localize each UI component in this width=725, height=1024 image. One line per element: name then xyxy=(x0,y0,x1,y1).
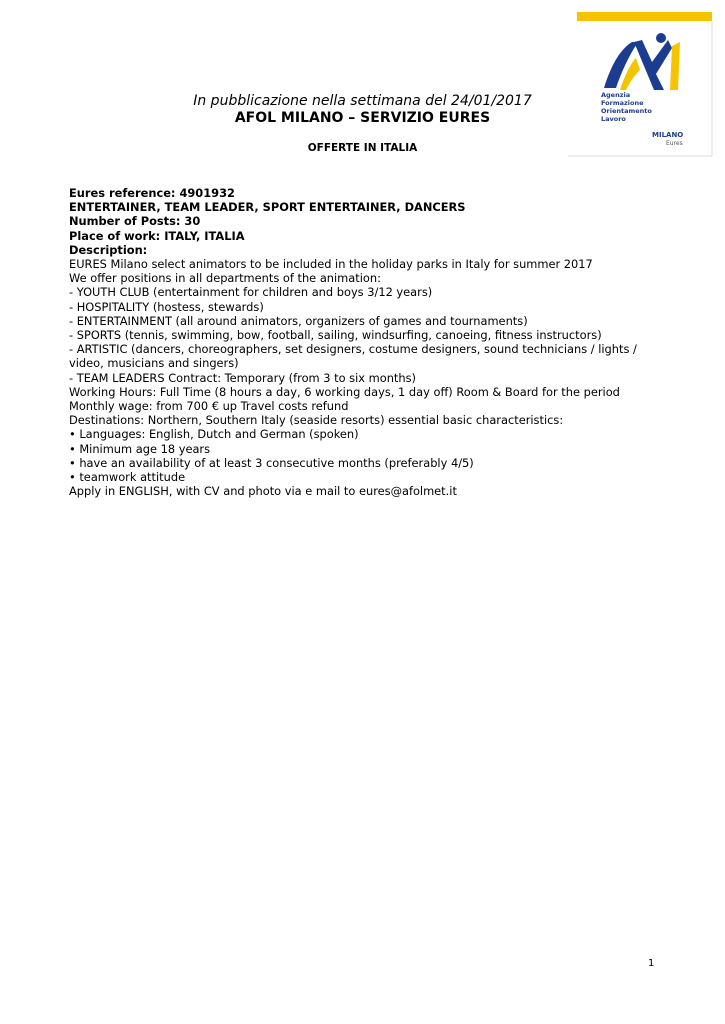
description-line: - ARTISTIC (dancers, choreographers, set designers, costume designers, sound technicians / lights / video, musicians and singers) xyxy=(69,342,637,371)
description-line: We offer positions in all departments of the animation: xyxy=(69,271,381,286)
description-line: - SPORTS (tennis, swimming, bow, football, sailing, windsurfing, canoeing, fitness instructors) xyxy=(69,328,602,343)
description-line: • Minimum age 18 years xyxy=(69,441,211,456)
org-line: AFOL MILANO – SERVIZIO EURES xyxy=(234,110,491,126)
job-title: ENTERTAINER, TEAM LEADER, SPORT ENTERTAINER, DANCERS xyxy=(69,200,466,215)
logo-line-4: Lavoro xyxy=(601,115,626,123)
description-line: - HOSPITALITY (hostess, stewards) xyxy=(69,299,264,314)
description-line: - TEAM LEADERS Contract: Temporary (from 3 to six months) xyxy=(69,370,416,385)
job-offer xyxy=(69,186,669,498)
description-line: - YOUTH CLUB (entertainment for children and boys 3/12 years) xyxy=(69,285,433,300)
description-line: • have an availability of at least 3 consecutive months (preferably 4/5) xyxy=(69,455,474,470)
logo-sub: Eures xyxy=(666,140,683,147)
description-line: EURES Milano select animators to be included in the holiday parks in Italy for summer 2017 xyxy=(69,257,593,272)
logo-line-1: Agenzia xyxy=(601,91,631,99)
description-line: Working Hours: Full Time (8 hours a day, 6 working days, 1 day off) Room & Board for the period Monthly wage: from 700 € up Travel costs refund xyxy=(69,384,620,414)
page-number: 1 xyxy=(648,958,655,969)
eures-reference: Eures reference: 4901932 xyxy=(69,186,235,200)
section-title: OFFERTE IN ITALIA xyxy=(307,142,418,154)
logo-city: MILANO xyxy=(652,131,684,139)
apply-line: Apply in ENGLISH, with CV and photo via e mail to eures@afolmet.it xyxy=(69,484,457,499)
logo-line-2: Formazione xyxy=(601,99,644,107)
description-line: Destinations: Northern, Southern Italy (seaside resorts) essential basic characteristics: xyxy=(69,413,564,428)
description-line: - ENTERTAINMENT (all around animators, organizers of games and tournaments) xyxy=(69,313,528,328)
logo-line-3: Orientamento xyxy=(601,107,652,115)
place-of-work: Place of work: ITALY, ITALIA xyxy=(69,228,245,243)
description-label: Description: xyxy=(69,242,148,257)
description-line: • teamwork attitude xyxy=(69,470,186,485)
description-line: • Languages: English, Dutch and German (spoken) xyxy=(69,427,359,442)
afol-logo xyxy=(568,10,713,157)
number-of-posts: Number of Posts: 30 xyxy=(69,214,201,229)
header-title xyxy=(180,93,545,127)
publication-line: In pubblicazione nella settimana del 24/01/2017 xyxy=(193,93,532,109)
